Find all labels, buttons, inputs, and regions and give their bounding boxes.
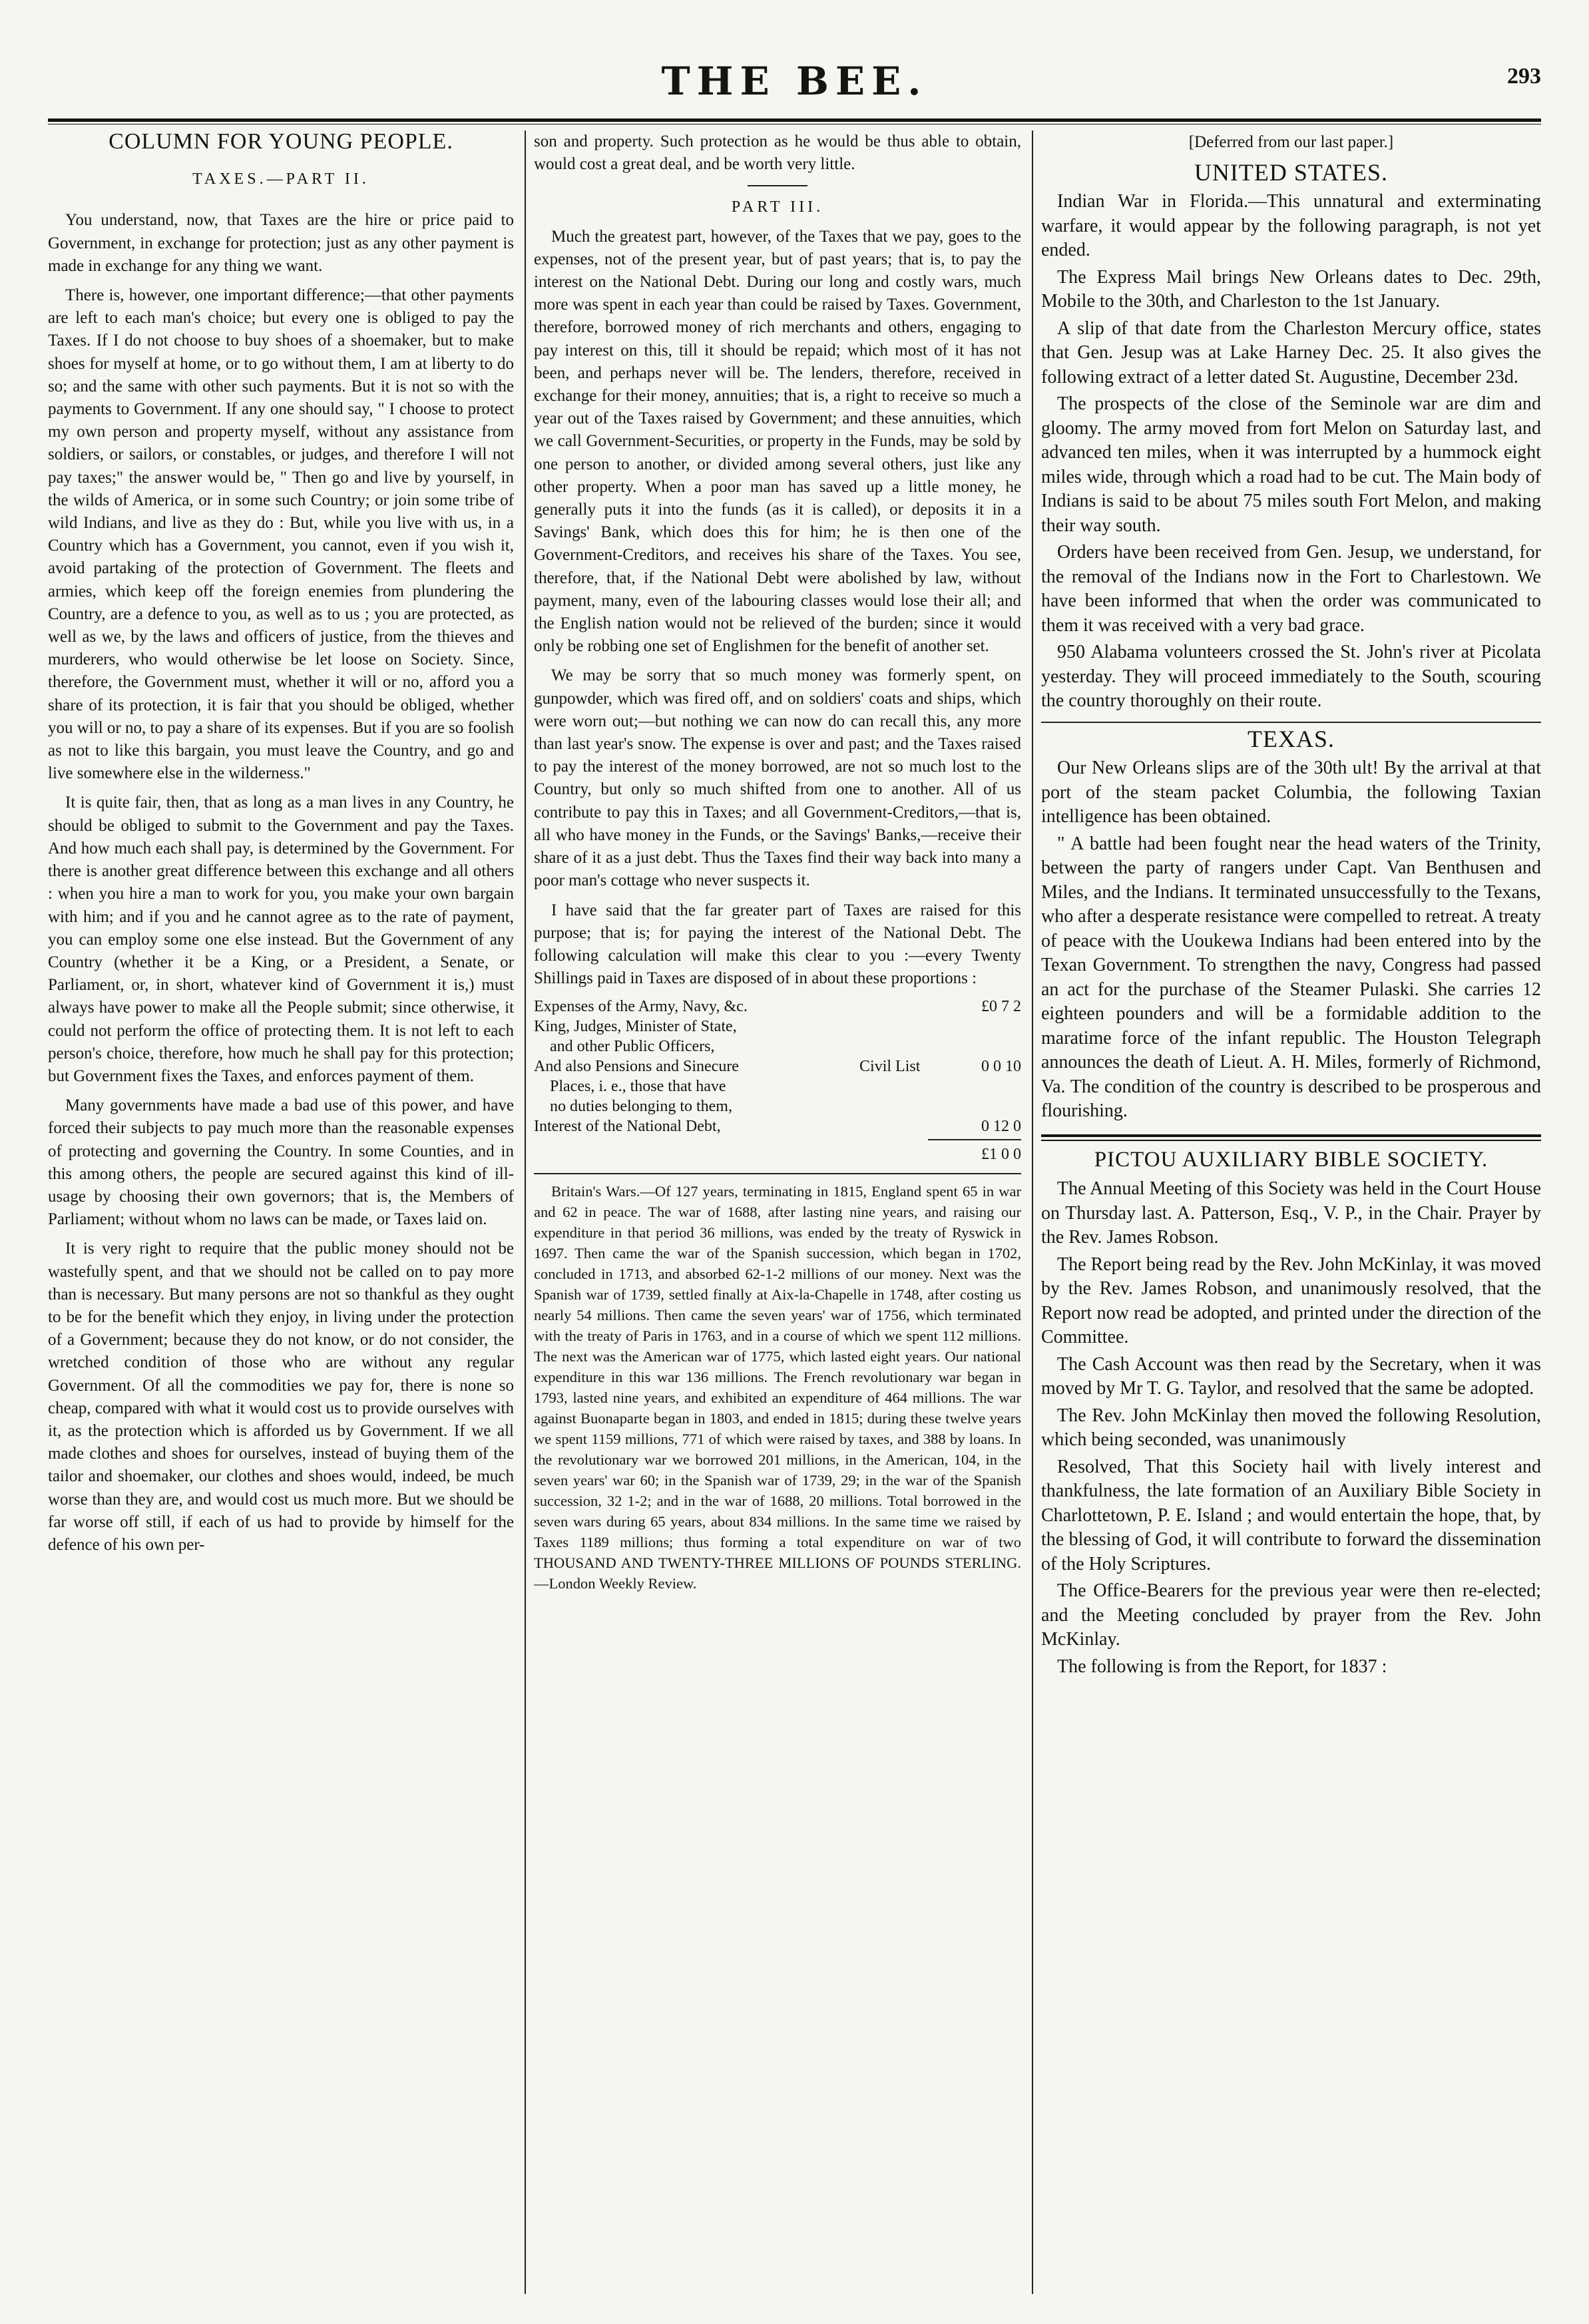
table-line: King, Judges, Minister of State, bbox=[534, 1018, 737, 1036]
paragraph: The Office-Bearers for the previous year were then re-elected; and the Meeting concluded by prayer from the Rev. John McKinlay. bbox=[1041, 1580, 1541, 1650]
column-taxes-continued bbox=[534, 130, 1021, 2294]
table-row bbox=[534, 997, 1021, 1017]
paragraph: Resolved, That this Society hail with lively interest and thankfulness, the late formation of an Auxiliary Bible Society in Charlottetown, P. E. Island ; and would entertain the hope, that, by the blessing of God, it will contribute to forward the dissemination of the Holy Scriptures. bbox=[1041, 1456, 1541, 1574]
paragraph: The Rev. John McKinlay then moved the following Resolution, which being seconded, was unanimously bbox=[1041, 1405, 1541, 1450]
table-line: no duties belonging to them, bbox=[550, 1098, 732, 1116]
paragraph: Our New Orleans slips are of the 30th ult! By the arrival at that port of the steam packet Columbia, the following Taxian intelligence has been obtained. bbox=[1041, 758, 1541, 827]
section-heading: TEXAS. bbox=[1248, 725, 1335, 752]
table-cell bbox=[534, 1017, 855, 1116]
paragraph: I have said that the far greater part of Taxes are raised for this purpose; that is; for paying the interest of the National Debt. The following calculation will make this clear to you :—every Twenty Shillings paid in Taxes are disposed of in about these proportions : bbox=[534, 901, 1021, 988]
table-row bbox=[534, 1116, 1021, 1136]
table-row bbox=[534, 1017, 1021, 1116]
paragraph: The Report being read by the Rev. John McKinlay, it was moved by the Rev. James Robson, and unanimously resolved, that the Report now read be adopted, and printed under the direction of the Committee. bbox=[1041, 1254, 1541, 1347]
paragraph: It is quite fair, then, that as long as a man lives in any Country, he should be obliged to submit to the Government and pay the Taxes. And how much each shall pay, is determined by the Government. For there is another great difference between this exchange and all others : when you hire a man to work for you, you make your own bargain with him; and if you and he cannot agree as to the rate of payment, you can employ some one else instead. But the Government of any Country (whether it be a King, or a President, a Senate, or Parliament, or, in short, whatever kind of Government it is,) must always have power to make all the People submit; since otherwise, it could not perform the office of protecting them. It is not left to each person's choice, therefore, how much he shall pay for this protection; but Government fixes the Taxes, and enforces payment of them. bbox=[48, 794, 514, 1085]
column-divider bbox=[1032, 130, 1033, 2294]
part-heading: PART III. bbox=[731, 198, 824, 216]
table-cell: £0 7 2 bbox=[981, 998, 1021, 1016]
paragraph: There is, however, one important difference;—that other payments are left to each man's choice; but every one is obliged to pay the Taxes. If I do not choose to buy shoes of a shoemaker, but to make shoes for myself at home, or to go without them, I am at liberty to do so; and the same with other such payments. But it is not so with the payments to Government. If any one should say, " I choose to protect my own person and property myself, without any assistance from soldiers, or sailors, or constables, or judges, and therefore I will not pay taxes;" the answer would be, " Then go and live by yourself, in the wilds of America, or in some such Country; or join some tribe of wild Indians, and live as they do : But, while you live with us, in a Country which has a Government, you cannot, even if you wish it, avoid partaking of the protection of Government. The fleets and armies, which keep off the foreign enemies from plundering the Country, are a defence to you, as well as to us ; you are protected, as well as we, by the laws and officers of justice, from the thieves and murderers, who would otherwise be let loose on Society. Since, therefore, the Government must, whether it will or no, afford you a share of its protection, it is fair that you should be obliged, whether you will or no, to pay a share of its expenses. But if you are so foolish as not to like this bargain, you must leave the Country, and go and live somewhere else in the wilderness." bbox=[48, 286, 514, 783]
paragraph: Orders have been received from Gen. Jesup, we understand, for the removal of the Indians now in the Fort to Charlestown. We have been informed that when the order was communicated to them it was received with a very bad grace. bbox=[1041, 542, 1541, 636]
table-line: And also Pensions and Sinecure bbox=[534, 1058, 739, 1076]
tax-proportions-table bbox=[534, 997, 1021, 1136]
total-rule bbox=[928, 1139, 1021, 1140]
paragraph: The Cash Account was then read by the Secretary, when it was moved by Mr T. G. Taylor, and resolved that the same be adopted. bbox=[1041, 1353, 1541, 1399]
paragraph: It is very right to require that the public money should not be wastefully spent, and that we should not be called on to pay more than is necessary. But many persons are not so thankful as they ought to be for the benefit which they enjoy, in living under the protection of a Government; because they do not know, or do not consider, the wretched condition of those who are without any regular Government. Of all the commodities we pay for, there is none so cheap, compared with what it would cost us to provide ourselves with it, as the protection which is afforded us by Government. If we all made clothes and shoes for ourselves, instead of buying them of the tailor and shoemaker, our clothes and shoes would, indeed, be much worse than they are, and would cost us much more. But we should be far worse off still, if each of us had to provide by himself for the defence of his own per- bbox=[48, 1240, 514, 1554]
paragraph: The prospects of the close of the Seminole war are dim and gloomy. The army moved from fort Melon on Saturday last, and advanced ten miles, when it was interrupted by a hummock eight miles wide, through which a road had to be cut. The Main body of Indians is said to be about 75 miles south Fort Melon, and making their way south. bbox=[1041, 393, 1541, 536]
paragraph: Much the greatest part, however, of the Taxes that we pay, goes to the expenses, not of the present year, but of past years; that is, to pay the interest on the National Debt. During our long and costly wars, much more was spent in each year than could be raised by Taxes. Government, therefore, borrowed money of rich merchants and others, engaging to pay interest on this, till it should be repaid; which most of it has not been, and perhaps never will be. The lenders, therefore, received in exchange for their money, annuities; that is, a right to receive so much a year out of the Taxes raised by Government; and these annuities, which we call Government-Securities, or property in the Funds, may be sold by one person to another, or divided among several others, just like any other property. When a poor man has saved up a little money, he generally puts it into the funds (as it is called), or deposits it in a Savings' Bank, which does this for him; he is then one of the Government-Creditors, and receives his share of the Taxes. You see, therefore, that, if the National Debt were abolished by law, without payment, many, even of the labouring classes would lose their all; and the English nation would not be relieved of the burden; since it would only be robbing one set of Englishmen for the benefit of another set. bbox=[534, 227, 1021, 656]
paragraph: Indian War in Florida.—This unnatural and exterminating warfare, it would appear by the following paragraph, is not yet ended. bbox=[1041, 191, 1541, 260]
newspaper-title: THE BEE. bbox=[661, 59, 928, 104]
column-young-people bbox=[48, 130, 514, 2294]
deferred-note: [Deferred from our last paper.] bbox=[1188, 133, 1394, 151]
article-subheading: TAXES.—PART II. bbox=[192, 170, 369, 188]
section-rule bbox=[748, 185, 807, 186]
column-news bbox=[1041, 130, 1541, 2294]
paragraph: son and property. Such protection as he would be thus able to obtain, would cost a great deal, and be worth very little. bbox=[534, 132, 1021, 174]
paragraph: You understand, now, that Taxes are the hire or price paid to Government, in exchange for protection; just as any other payment is made in exchange for any thing we want. bbox=[48, 211, 514, 275]
section-heading: UNITED STATES. bbox=[1194, 158, 1389, 186]
paragraph: A slip of that date from the Charleston Mercury office, states that Gen. Jesup was at Lake Harney Dec. 25. It also gives the following extract of a letter dated St. Augustine, December 23d. bbox=[1041, 318, 1541, 387]
table-total: £1 0 0 bbox=[981, 1146, 1021, 1164]
section-rule bbox=[534, 1173, 1021, 1174]
table-cell: Interest of the National Debt, bbox=[534, 1118, 721, 1136]
table-line: Places, i. e., those that have bbox=[550, 1078, 726, 1096]
paragraph: Many governments have made a bad use of this power, and have forced their subjects to pay much more than the reasonable expenses of protecting and governing the Country. In some Counties, and in this among others, the people are secured against this kind of ill-usage by choosing their own governors; that is, the Members of Parliament; without whom no laws can be made, or Taxes laid on. bbox=[48, 1096, 514, 1229]
column-divider bbox=[525, 130, 526, 2294]
paragraph: 950 Alabama volunteers crossed the St. John's river at Picolata yesterday. They will proceed immediately to the South, scouring the country thoroughly on their route. bbox=[1041, 642, 1541, 711]
table-cell: 0 0 10 bbox=[981, 1058, 1021, 1076]
column-heading: COLUMN FOR YOUNG PEOPLE. bbox=[109, 130, 453, 154]
section-rule bbox=[1041, 722, 1541, 723]
table-cell: 0 12 0 bbox=[981, 1118, 1021, 1136]
masthead bbox=[48, 53, 1541, 113]
section-double-rule bbox=[1041, 1134, 1541, 1141]
newspaper-page bbox=[48, 53, 1541, 2297]
paragraph: The Express Mail brings New Orleans dates to Dec. 29th, Mobile to the 30th, and Charleston to the 1st January. bbox=[1041, 266, 1541, 312]
section-heading: PICTOU AUXILIARY BIBLE SOCIETY. bbox=[1094, 1147, 1488, 1172]
page-number: 293 bbox=[1507, 64, 1541, 89]
table-line: and other Public Officers, bbox=[550, 1038, 715, 1056]
table-cell: Expenses of the Army, Navy, &c. bbox=[534, 998, 748, 1016]
paragraph: " A battle had been fought near the head waters of the Trinity, between the party of rangers under Capt. Van Benthusen and Miles, and the Indians. It terminated unsuccessfully to the Texans, who after a desperate resistance were compelled to retreat. A treaty of peace with the Uoukewa Indians had been entered into by the Texan Government. To strengthen the navy, Congress had passed an act for the purchase of the Steamer Pulaski. She carries 12 eighteen pounders and will be a formidable addition to the maratime force of the infant republic. The Houston Telegraph announces the death of Lieut. A. H. Miles, formerly of Richmond, Va. The condition of the country is described to be prosperous and flourishing. bbox=[1041, 833, 1541, 1121]
paragraph: The Annual Meeting of this Society was held in the Court House on Thursday last. A. Patterson, Esq., V. P., in the Chair. Prayer by the Rev. James Robson. bbox=[1041, 1178, 1541, 1248]
paragraph: Britain's Wars.—Of 127 years, terminating in 1815, England spent 65 in war and 62 in peace. The war of 1688, after lasting nine years, and raising our expenditure in that period 36 millions, was ended by the treaty of Ryswick in 1697. Then came the war of the Spanish succession, which began in 1702, concluded in 1713, and absorbed 62-1-2 millions of our money. Next was the Spanish war of 1739, settled finally at Aix-la-Chapelle in 1748, after costing us nearly 54 millions. Then came the seven years' war of 1756, which terminated with the treaty of Paris in 1763, and in a course of which we spent 112 millions. The next was the American war of 1775, which lasted eight years. Our national expenditure in this war 136 millions. The French revolutionary war began in 1793, lasted nine years, and exhibited an expenditure of 464 millions. The war against Buonaparte began in 1803, and ended in 1815; during these twelve years we spent 1159 millions, 771 of which were raised by taxes, and 388 by loans. In the revolutionary war we borrowed 201 millions, in the American, 104, in the seven years' war 60; in the Spanish war of 1739, 29; in the war of the Spanish succession, 32 1-2; and in the war of 1688, 20 millions. Total borrowed in the seven wars during 65 years, about 834 millions. In the same time we raised by Taxes 1189 millions; thus forming a total expenditure on war of two THOUSAND AND TWENTY-THREE MILLIONS OF POUNDS STERLING.—London Weekly Review. bbox=[534, 1182, 1021, 1592]
masthead-rule bbox=[48, 118, 1541, 124]
table-cell: Civil List bbox=[859, 1058, 921, 1076]
paragraph: We may be sorry that so much money was formerly spent, on gunpowder, which was fired off, and on soldiers' coats and ships, which were worn out;—but nothing we can now do can recall this, any more than last year's snow. The expense is over and past; and the Taxes raised to pay the interest of the money borrowed, are not so much lost to the Country, but only so much shifted from one to another. All of us contribute to pay this in Taxes; and all Government-Creditors,—that is, all who have money in the Funds, or the Savings' Banks,—receive their share of it as a just debt. Thus the Taxes find their way back into many a poor man's cottage who never suspects it. bbox=[534, 666, 1021, 890]
paragraph: The following is from the Report, for 1837 : bbox=[1057, 1656, 1387, 1677]
